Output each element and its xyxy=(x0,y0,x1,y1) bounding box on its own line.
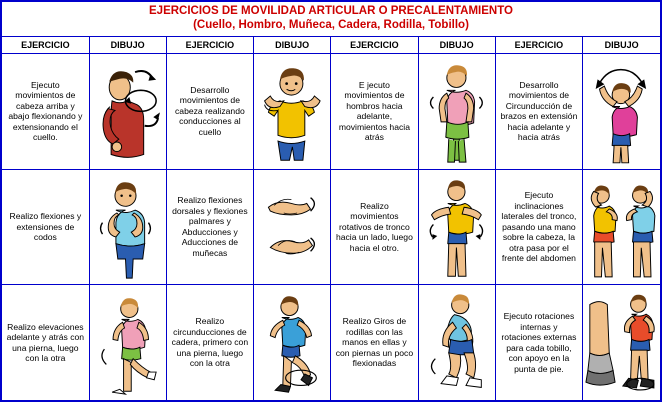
header-ejercicio-1: EJERCICIO xyxy=(2,37,90,53)
exercise-description: Desarrollo movimientos de cabeza realizando conducciones al cuello xyxy=(167,54,255,169)
page-title xyxy=(2,2,660,37)
exercise-illustration xyxy=(254,170,331,285)
exercise-illustration xyxy=(419,285,496,400)
exercise-illustration xyxy=(583,285,660,400)
neck-flexion-figure xyxy=(91,55,165,168)
header-ejercicio-2: EJERCICIO xyxy=(167,37,255,53)
exercise-description: Ejecuto inclinaciones laterales del tronco, pasando una mano sobre la cabeza, la otra pasa por el frente del abdomen xyxy=(496,170,584,285)
header-dibujo-1: DIBUJO xyxy=(90,37,167,53)
exercise-description: Realizo Giros de rodillas con las manos en ellas y con piernas un poco flexionadas xyxy=(331,285,419,400)
exercise-description: Realizo flexiones dorsales y flexiones palmares y Abducciones y Aducciones de muñecas xyxy=(167,170,255,285)
table-body xyxy=(2,54,660,400)
arm-circumduction-figure xyxy=(584,55,659,168)
exercise-description: Ejecuto movimientos de cabeza arriba y abajo flexionando y extensionando el cuello. xyxy=(2,54,90,169)
exercise-description: Desarrollo movimientos de Circunducción de brazos en extensión hacia adelante y hacia atrás xyxy=(496,54,584,169)
header-ejercicio-4: EJERCICIO xyxy=(496,37,584,53)
exercise-illustration xyxy=(90,285,167,400)
header-dibujo-3: DIBUJO xyxy=(419,37,496,53)
exercise-illustration xyxy=(90,54,167,169)
knee-rotation-figure xyxy=(420,286,494,399)
title-line-2: (Cuello, Hombro, Muñeca, Cadera, Rodilla, Tobillo) xyxy=(193,19,469,32)
exercise-description: Ejecuto rotaciones internas y rotaciones externas para cada tobillo, con apoyo en la punta de pie. xyxy=(496,285,584,400)
header-dibujo-2: DIBUJO xyxy=(254,37,331,53)
shoulder-circles-figure xyxy=(420,55,494,168)
lateral-bend-figure xyxy=(584,171,659,284)
exercise-illustration xyxy=(254,54,331,169)
table-row xyxy=(2,54,660,170)
table-row xyxy=(2,285,660,400)
exercise-illustration xyxy=(254,285,331,400)
exercise-illustration xyxy=(583,170,660,285)
exercise-illustration xyxy=(583,54,660,169)
title-line-1: EJERCICIOS DE MOVILIDAD ARTICULAR O PRECALENTAMIENTO xyxy=(149,5,513,17)
exercise-description: Realizo elevaciones adelante y atrás con una pierna, luego con la otra xyxy=(2,285,90,400)
exercise-illustration xyxy=(419,170,496,285)
ankle-rotation-figure xyxy=(584,286,659,399)
header-ejercicio-3: EJERCICIO xyxy=(331,37,419,53)
table-row xyxy=(2,170,660,286)
exercise-illustration xyxy=(90,170,167,285)
elbow-flexion-figure xyxy=(91,171,165,284)
exercise-illustration xyxy=(419,54,496,169)
table-header-row xyxy=(2,37,660,54)
exercise-description: Realizo circunducciones de cadera, primero con una pierna, luego con la otra xyxy=(167,285,255,400)
exercise-description: Realizo flexiones y extensiones de codos xyxy=(2,170,90,285)
exercise-description: E jecuto movimientos de hombros hacia adelante, movimientos hacia atrás xyxy=(331,54,419,169)
hip-circumduction-figure xyxy=(255,286,329,399)
exercise-description: Realizo movimientos rotativos de tronco hacia un lado, luego hacia el otro. xyxy=(331,170,419,285)
leg-raise-figure xyxy=(91,286,165,399)
neck-rotation-figure xyxy=(255,55,329,168)
trunk-rotation-figure xyxy=(420,171,494,284)
header-dibujo-4: DIBUJO xyxy=(604,39,639,50)
wrist-hands-figure xyxy=(255,171,329,284)
